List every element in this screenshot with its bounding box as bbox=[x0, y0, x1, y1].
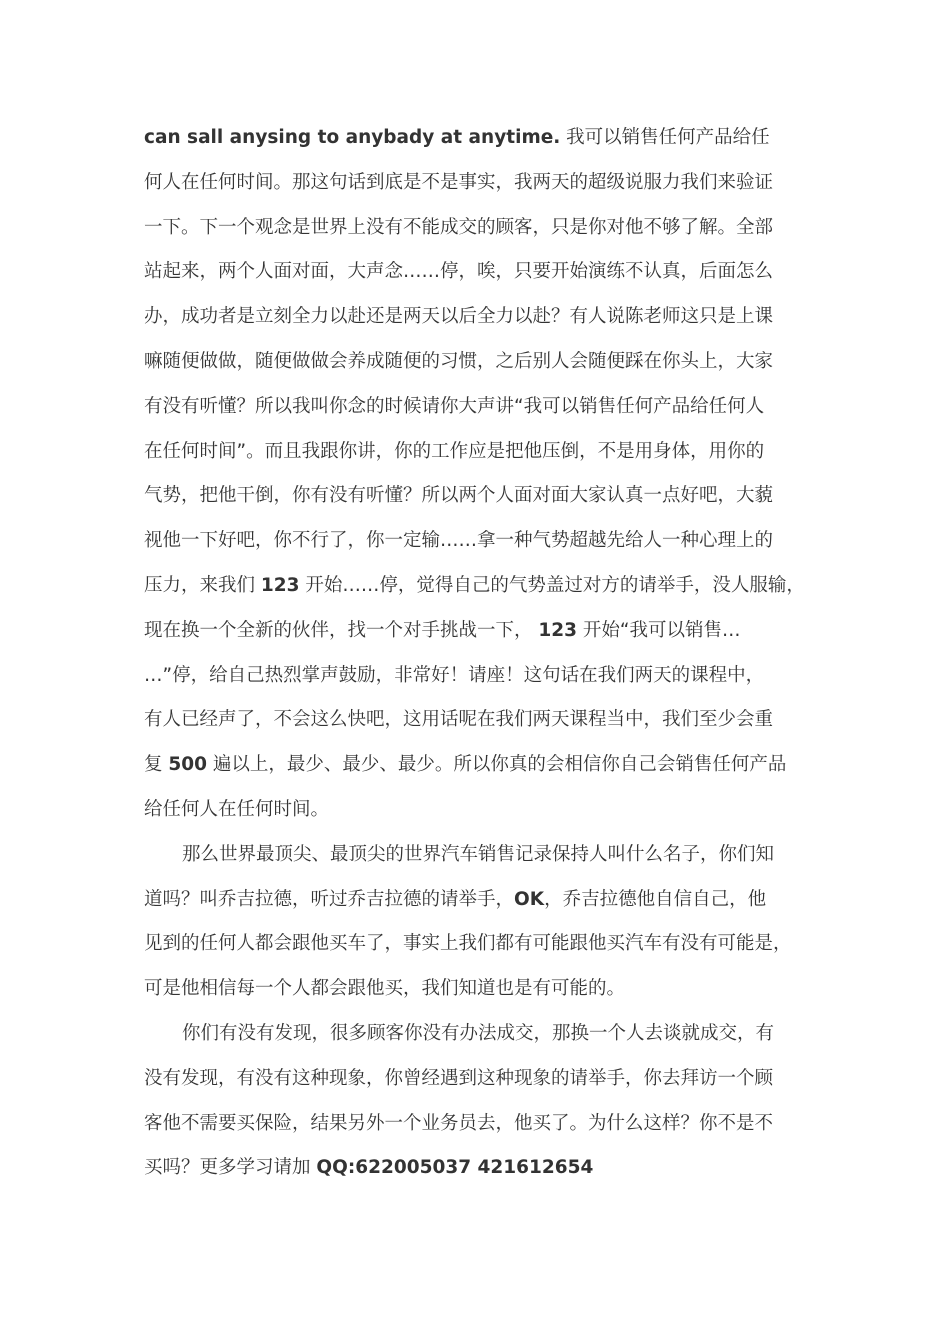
text-line bbox=[144, 250, 824, 295]
text-line bbox=[144, 295, 824, 340]
text-line bbox=[144, 1057, 824, 1102]
text-run: 没有发现，有没有这种现象，你曾经遇到这种现象的请举手，你去拜访一个顾 bbox=[144, 1067, 774, 1089]
text-line bbox=[144, 698, 824, 743]
text-run: 道吗？叫乔吉拉德，听过乔吉拉德的请举手， bbox=[144, 888, 515, 910]
text-run: 我可以销售任何产品给任 bbox=[560, 127, 770, 148]
text-line bbox=[144, 788, 824, 833]
text-line bbox=[144, 340, 824, 385]
text-run: 那么世界最顶尖、最顶尖的世界汽车销售记录保持人叫什么名子，你们知 bbox=[182, 843, 775, 865]
text-line bbox=[144, 743, 824, 788]
text-run: 你们有没有发现，很多顾客你没有办法成交，那换一个人去谈就成交，有 bbox=[182, 1022, 775, 1044]
text-line bbox=[144, 430, 824, 475]
bold-text-run: 123 bbox=[260, 574, 300, 596]
text-line bbox=[144, 564, 824, 609]
text-line bbox=[144, 1146, 824, 1191]
text-line bbox=[144, 474, 824, 519]
text-run: 可是他相信每一个人都会跟他买，我们知道也是有可能的。 bbox=[144, 978, 626, 1000]
paragraph-first-line bbox=[144, 833, 824, 878]
text-line bbox=[144, 116, 824, 161]
text-line bbox=[144, 654, 824, 699]
text-run: 买吗？更多学习请加 bbox=[144, 1157, 317, 1179]
text-run: 一下。下一个观念是世界上没有不能成交的顾客，只是你对他不够了解。全部 bbox=[144, 216, 774, 238]
text-run: 视他一下好吧，你不行了，你一定输……拿一种气势超越先给人一种心理上的 bbox=[144, 530, 774, 552]
text-run: 复 bbox=[144, 754, 169, 776]
text-run: 气势，把他干倒，你有没有听懂？所以两个人面对面大家认真一点好吧，大藐 bbox=[144, 485, 774, 507]
text-line bbox=[144, 609, 824, 654]
bold-text-run: QQ:622005037 421612654 bbox=[316, 1157, 594, 1179]
text-run: 在任何时间”。而且我跟你讲，你的工作应是把他压倒，不是用身体，用你的 bbox=[144, 440, 765, 462]
bold-text-run: can sall anysing to anybady at anytime. bbox=[144, 127, 561, 148]
text-line bbox=[144, 385, 824, 430]
bold-text-run: OK bbox=[514, 888, 545, 910]
document-body bbox=[144, 116, 824, 1191]
text-run: 现在换一个全新的伙伴，找一个对手挑战一下， bbox=[144, 619, 539, 641]
text-run: 有没有听懂？所以我叫你念的时候请你大声讲“我可以销售任何产品给任何人 bbox=[144, 395, 765, 417]
text-run: 站起来，两个人面对面，大声念……停，唉，只要开始演练不认真，后面怎么 bbox=[144, 261, 774, 283]
text-run: 遍以上，最少、最少、最少。所以你真的会相信你自己会销售任何产品 bbox=[207, 754, 787, 776]
text-run: 压力，来我们 bbox=[144, 574, 261, 596]
text-line bbox=[144, 922, 824, 967]
text-run: 有人已经声了，不会这么快吧，这用话呢在我们两天课程当中，我们至少会重 bbox=[144, 709, 774, 731]
bold-text-run: 500 bbox=[168, 754, 208, 776]
text-run: 嘛随便做做，随便做做会养成随便的习惯，之后别人会随便踩在你头上，大家 bbox=[144, 350, 774, 372]
paragraph-first-line bbox=[144, 1012, 824, 1057]
text-run: 客他不需要买保险，结果另外一个业务员去，他买了。为什么这样？你不是不 bbox=[144, 1112, 774, 1134]
text-line bbox=[144, 967, 824, 1012]
text-line bbox=[144, 206, 824, 251]
bold-text-run: 123 bbox=[538, 619, 578, 641]
text-run: 开始……停，觉得自己的气势盖过对方的请举手，没人服输， bbox=[299, 574, 805, 596]
text-run: ，乔吉拉德他自信自己，他 bbox=[544, 888, 767, 910]
text-run: 给任何人在任何时间。 bbox=[144, 798, 330, 820]
text-run: 办，成功者是立刻全力以赴还是两天以后全力以赴？有人说陈老师这只是上课 bbox=[144, 306, 774, 328]
text-run: 见到的任何人都会跟他买车了，事实上我们都有可能跟他买汽车有没有可能是， bbox=[144, 933, 792, 955]
text-run: …”停，给自己热烈掌声鼓励，非常好！请座！这句话在我们两天的课程中， bbox=[144, 664, 765, 686]
text-line bbox=[144, 519, 824, 564]
text-line bbox=[144, 1102, 824, 1147]
text-line bbox=[144, 878, 824, 923]
text-line bbox=[144, 161, 824, 206]
text-run: 开始“我可以销售… bbox=[577, 619, 741, 641]
text-run: 何人在任何时间。那这句话到底是不是事实，我两天的超级说服力我们来验证 bbox=[144, 171, 774, 193]
